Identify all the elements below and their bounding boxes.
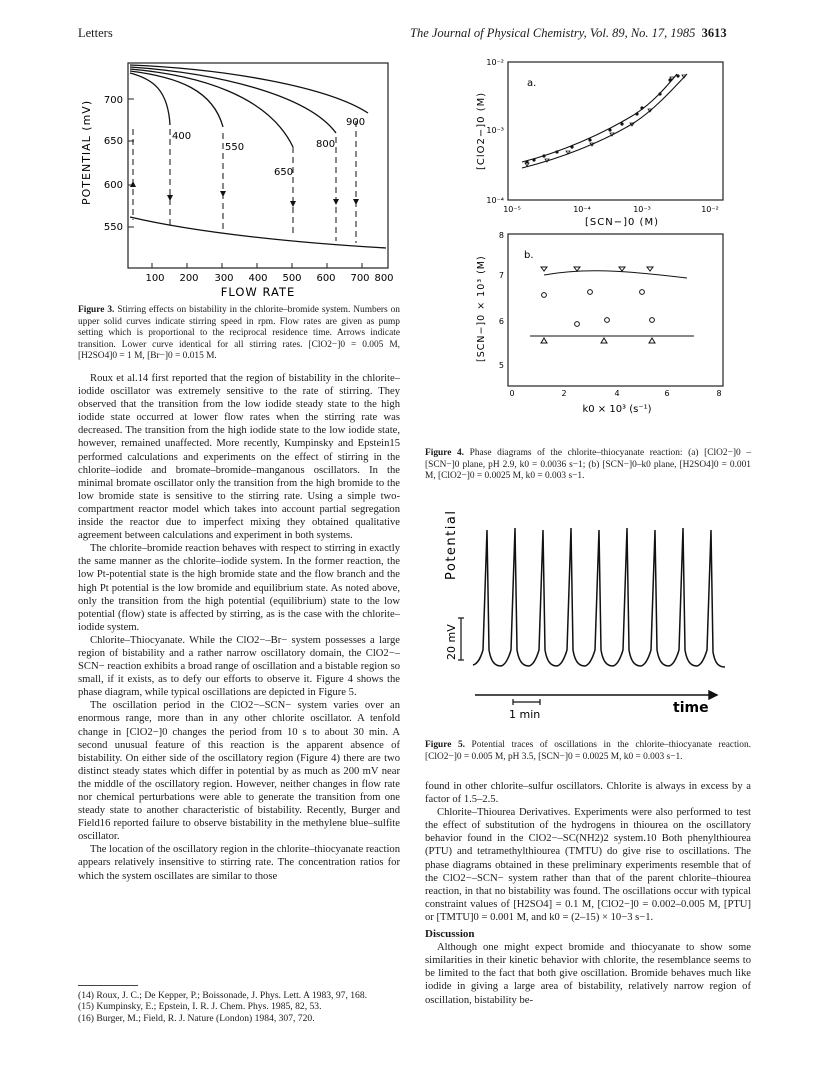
journal-citation: The Journal of Physical Chemistry, Vol. 89, No. 17, 1985 xyxy=(410,26,696,40)
label-400: 400 xyxy=(172,131,192,142)
fig4a-xtick: 10⁻⁴ xyxy=(573,205,591,214)
running-head-left: Letters xyxy=(78,26,113,40)
fig3-xtick: 500 xyxy=(282,273,302,284)
fig4a-points xyxy=(525,74,686,166)
fig3-yticks xyxy=(104,95,123,233)
figure-5-caption xyxy=(425,740,751,763)
fig4b-points xyxy=(530,267,694,343)
caption-text: Stirring effects on bistability in the chlorite–bromide system. Numbers on upper solid curves indicate stirring speed in rpm. Flow rates are given as pump setting which is proportional to the reciprocal residence time. Arrows indicate transition. Lower curve identical for all stirring rates. [ClO2−]0 = 0.005 M, [H2SO4]0 = 1 M, [Br−]0 = 0.015 M. xyxy=(78,305,400,362)
fig3-lower-curve xyxy=(130,217,386,248)
fig3-xlabel: FLOW RATE xyxy=(220,285,296,299)
fig4b-ytick: 8 xyxy=(498,231,504,240)
arrow-down-icon xyxy=(333,199,339,205)
arrow-up-icon xyxy=(130,181,136,187)
fig4b-xtick: 4 xyxy=(614,389,620,398)
figure-3 xyxy=(78,55,398,300)
arrow-down-icon xyxy=(353,199,359,205)
fig4a-yticks xyxy=(486,58,504,205)
reference: (15) Kumpinsky, E.; Epstein, I. R. J. Chem. Phys. 1985, 82, 53. xyxy=(78,1001,322,1013)
arrow-down-icon xyxy=(220,191,226,197)
fig4b-ytick: 5 xyxy=(498,361,504,370)
references xyxy=(78,990,400,1024)
time-label: time xyxy=(673,700,709,716)
min-label: 1 min xyxy=(509,708,541,721)
fig5-ylabel: Potential xyxy=(444,509,459,580)
paragraph: Chlorite–Thiourea Derivatives. Experiments were also performed to test the effect of substitution of the hydrogens in thiourea on the oscillatory behavior found in the ClO2−–SC(NH2)2 system.10 Both phenylthiourea (PTU) and tetramethylthiourea (TMTU) do give rise to oscillations. The phase diagrams obtained in these preliminary experiments resemble that of the ClO2−–SCN− system rather than that of the parent chlorite–thiourea reaction, in that no bistability was found. The oscillations occur with typical constraint values of [H2SO4] = 0.1 M, [ClO2−]0 = 0.002–0.005 M, [PTU] or [TMTU]0 = 0.001 M, and k0 = (2–15) × 10−3 s−1. xyxy=(425,807,751,923)
fig4a-xtick: 10⁻³ xyxy=(633,205,651,214)
arrow-down-icon xyxy=(167,195,173,201)
fig4b-xlabel: k0 × 10³ (s⁻¹) xyxy=(582,404,652,415)
caption-title: Figure 5. xyxy=(425,740,465,750)
fig4a-xtick: 10⁻² xyxy=(701,205,719,214)
fig3-ylabel: POTENTIAL (mV) xyxy=(80,99,93,205)
fig4b-label: b. xyxy=(524,250,534,261)
paragraph: found in other chlorite–sulfur oscillators. Chlorite is always in excess by a factor of 1.5–2.5. xyxy=(425,781,751,806)
fig4a-boundaries xyxy=(522,74,687,168)
curve-900 xyxy=(130,65,368,113)
fig4b-xtick: 0 xyxy=(509,389,515,398)
label-900: 900 xyxy=(346,117,366,128)
fig3-xtick: 200 xyxy=(179,273,199,284)
fig3-xtick: 700 xyxy=(350,273,370,284)
fig4b-xtick: 6 xyxy=(664,389,670,398)
time-arrow-icon xyxy=(475,691,717,699)
fig4b-yticks xyxy=(499,231,504,370)
fig4b-ylabel: [SCN−]0 × 10³ (M) xyxy=(476,255,487,362)
section-heading: Discussion xyxy=(425,928,475,941)
curve-550 xyxy=(130,71,223,127)
fig3-arrows xyxy=(130,181,359,207)
paragraph: Roux et al.14 first reported that the region of bistability in the chlorite–iodide oscillator was extremely sensitive to the rate of stirring. They observed that the transition from the low iodide steady state to the high iodide state occurred at lower flow rates when the stirring rate was decreased. The transition from the high iodide state to the low iodide state, however, remained unaffected. More recently, Kumpinsky and Epstein15 performed calculations and experiments on the effect of stirring in the chlorite–iodide and bromate–bromide–manganous oscillators. In the minimal bromate oscillator only the transition from the high bromide to the low bromide state is sensitive to the stirring rate. Using a simple two-compartment reactor model which takes into account partial segregation inside the reactor due to imperfect mixing they obtained qualitative agreement between calculations and experiment in both systems. xyxy=(78,373,400,542)
fig4a-label: a. xyxy=(527,78,537,89)
fig4b-ytick: 7 xyxy=(498,271,504,280)
fig4a-ytick: 10⁻⁴ xyxy=(486,196,504,205)
paragraph: The location of the oscillatory region in the chlorite–thiocyanate reaction appears relatively insensitive to stirring rate. The concentration ratios for which the system oscillates are similar to those xyxy=(78,844,400,882)
figure-4 xyxy=(472,52,742,448)
caption-title: Figure 4. xyxy=(425,448,465,458)
label-650: 650 xyxy=(274,167,294,178)
curve-400 xyxy=(130,73,170,125)
fig3-xticks xyxy=(145,273,393,284)
figure-4-caption xyxy=(425,448,751,483)
page-number: 3613 xyxy=(701,26,727,40)
reference: (14) Roux, J. C.; De Kepper, P.; Boissonade, J. Phys. Lett. A 1983, 97, 168. xyxy=(78,990,368,1001)
fig3-xtick: 800 xyxy=(374,273,394,284)
paragraph: The oscillation period in the ClO2−–SCN− system varies over an enormous range, more than in any other chlorite oscillator. A tenfold change in [ClO2−]0 changes the period from 10 s to about 30 min. A second unusual feature of this reaction is the apparent absence of bistability. On either side of the oscillatory region (Figure 4) there are two distinct steady states which differ in potential by as much as 200 mV near the middle of the oscillatory region. However, neither changes in flow rate nor chemical perturbations were able to generate the transition from one steady state to another characteristic of bistability. Recently, Burger and Field16 reported failure to observe bistability in the methylene blue–sulfite oscillator. xyxy=(78,700,400,843)
minute-bar xyxy=(513,699,540,705)
fig4b-xticks xyxy=(509,389,721,398)
fig5-oscillation-trace xyxy=(473,528,725,667)
label-550: 550 xyxy=(225,142,245,153)
fig3-xtick: 400 xyxy=(248,273,268,284)
fig3-ytick: 550 xyxy=(103,222,123,233)
caption-title: Figure 3. xyxy=(78,305,115,315)
fig3-ytick: 600 xyxy=(103,180,123,191)
fig4a-ytick: 10⁻² xyxy=(486,58,504,67)
footnote-rule xyxy=(78,985,138,986)
fig3-upper-curves xyxy=(130,65,386,248)
fig4b-xtick: 2 xyxy=(561,389,567,398)
fig4a-ylabel: [ClO2−]0 (M) xyxy=(476,91,487,170)
fig4a-xlabel: [SCN−]0 (M) xyxy=(585,217,659,228)
caption-text: Potential traces of oscillations in the chlorite–thiocyanate reaction. [ClO2−]0 = 0.005 M, pH 3.5, [SCN−]0 = 0.0025 M, k0 = 0.003 s−1. xyxy=(425,740,751,762)
fig4b-ytick: 6 xyxy=(498,317,504,326)
right-column-text xyxy=(425,780,751,1007)
figure-5 xyxy=(425,490,755,735)
fig4a-xtick: 10⁻⁵ xyxy=(503,205,521,214)
paragraph: Chlorite–Thiocyanate. While the ClO2−–Br− system possesses a large region of bistability and a rather narrow oscillatory domain, the ClO2−–SCN− reaction exhibits a broad range of oscillation and a bistable region so small, if it exists, as to defy our efforts to observe it. Figure 4 shows the phase diagram, while typical oscillations are depicted in Figure 5. xyxy=(78,634,400,699)
reference: (16) Burger, M.; Field, R. J. Nature (London) 1984, 307, 720. xyxy=(78,1012,315,1024)
caption-text: Phase diagrams of the chlorite–thiocyanate reaction: (a) [ClO2−]0 – [SCN−]0 plane, pH 2.9, k0 = 0.0036 s−1; (b) [SCN−]0–k0 plane, [H2SO4]0 = 0.001 M, [ClO2−]0 = 0.0025 M, k0 = 0.003 s−1. xyxy=(425,448,752,482)
fig5-scale-bar xyxy=(458,618,464,660)
fig5-scale-label: 20 mV xyxy=(445,624,458,660)
left-column-text xyxy=(78,372,400,883)
label-800: 800 xyxy=(316,139,336,150)
paragraph: The chlorite–bromide reaction behaves with respect to stirring in exactly the same manner as the chlorite–iodide system. In the former reaction, the low Pt-potential state is the high bromide state and the flow branch and the high Pt potential is the low bromide and equilibrium state. As noted above, only the transition from the high potential (equilibrium) state to the low potential (flow) state is affected by stirring, as is the case with the chlorite–iodide system. xyxy=(78,543,400,633)
fig3-xtick: 100 xyxy=(145,273,165,284)
fig4b-xtick: 8 xyxy=(716,389,722,398)
paragraph: Although one might expect bromide and thiocyanate to show some similarities in their kinetic behavior with chlorite, the resemblance seems to be limited to the fact that both give oscillation. Bromide behaves much like iodide in giving a large area of bistability, relatively narrow region of oscillation, bistability be- xyxy=(425,942,751,1006)
figure-3-caption xyxy=(78,305,400,363)
fig4a-xticks xyxy=(503,205,719,214)
arrow-down-icon xyxy=(290,201,296,207)
running-head-right xyxy=(410,26,727,41)
fig3-ytick: 700 xyxy=(103,95,123,106)
fig3-ytick: 650 xyxy=(103,136,123,147)
fig4a-ytick: 10⁻³ xyxy=(486,126,504,135)
fig3-xtick: 600 xyxy=(316,273,336,284)
fig3-xtick: 300 xyxy=(214,273,234,284)
